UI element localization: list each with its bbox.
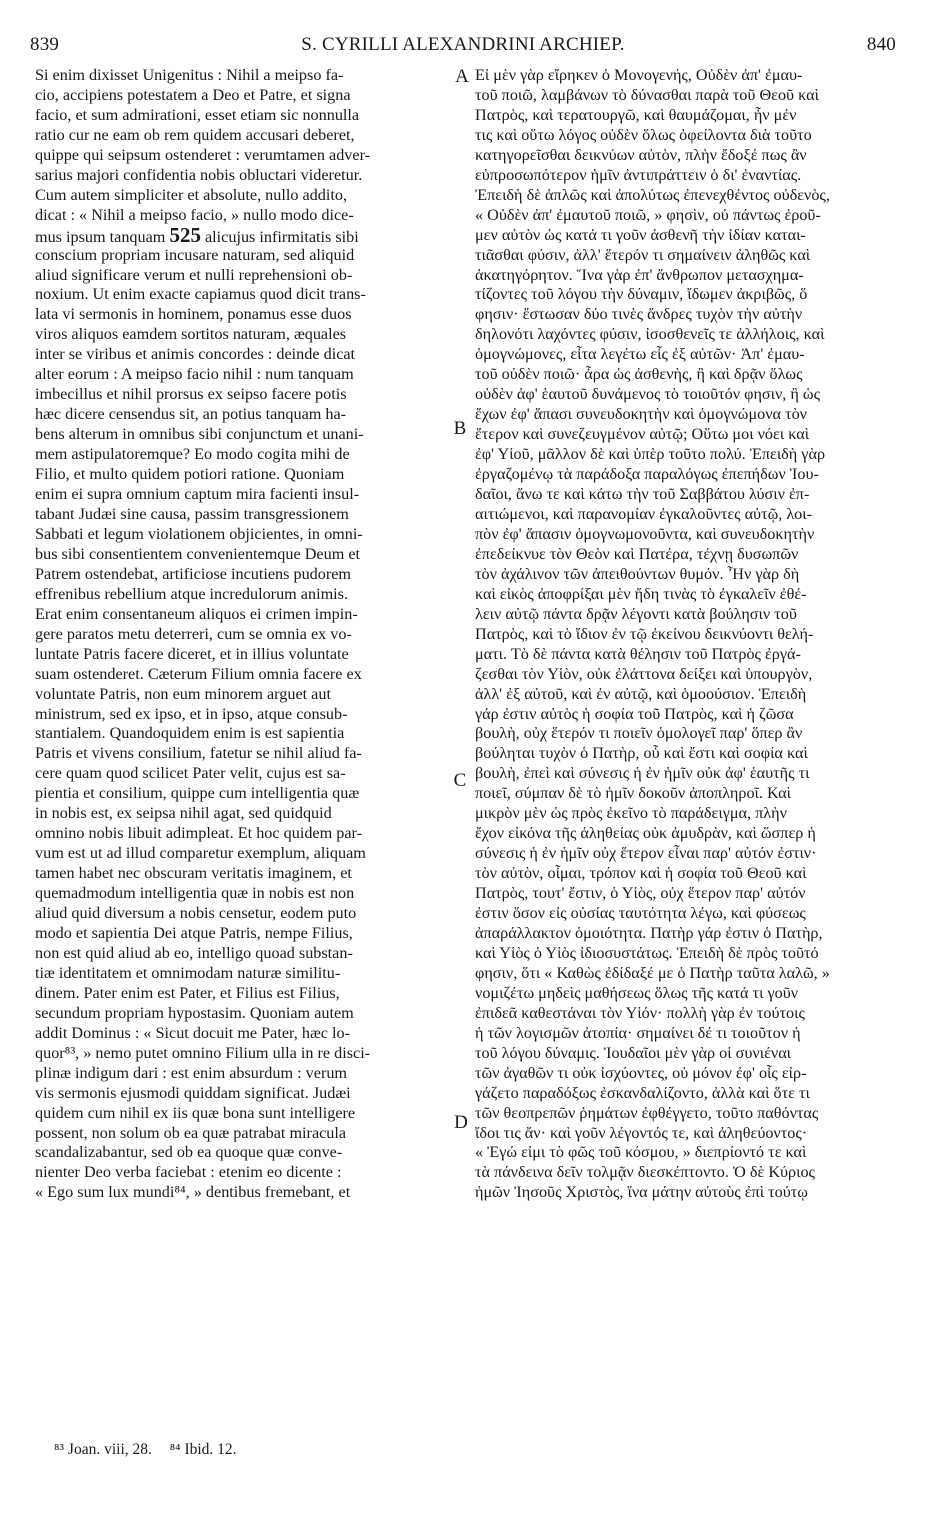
greek-line: βούληται τυχὸν ὁ Πατὴρ, οὗ καὶ ἔστι καὶ σοφία καὶ (475, 744, 808, 763)
greek-line: τὰ πάνδεινα δεῖν τολμᾷν διεσκέπτοντο. Ὁ δὲ Κύριος (475, 1163, 815, 1182)
greek-line: τοῦ οὐδὲν ποιῶ· ἆρα ὡς ἀσθενὴς, ἢ καὶ δρᾷν ὅλως (475, 365, 803, 384)
latin-line: dinem. Pater enim est Pater, et Filius est Filius, (35, 983, 340, 1002)
greek-line: ποιεῖ, σύμπαν δὲ τὸ ἡμῖν δοκοῦν ἀποπληροῖ. Καὶ (475, 784, 791, 803)
reference-number: 525 (169, 225, 201, 246)
greek-line: Πατρὸς, καὶ τὸ ἴδιον ἐν τῷ ἐκείνου δεικνύοντι θελή- (475, 624, 814, 643)
greek-line: τοῦ ποιῶ, λαμβάνων τὸ δύνασθαι παρὰ τοῦ Θεοῦ καὶ (475, 85, 819, 104)
greek-line: ἐπεδείκνυε τὸν Θεὸν καὶ Πατέρα, τέχνῃ δυσωπῶν (475, 544, 799, 563)
greek-line: αιτιώμενοι, καὶ παρανομίαν ἐγκαλοῦντες αὐτῷ, λοι- (475, 504, 813, 523)
latin-line: vis sermonis ejusmodi quiddam significat. Judæi (35, 1083, 351, 1102)
latin-line: inter se viribus et animis concordes : deinde dicat (35, 345, 356, 364)
greek-line: ἔχον εἰκόνα τῆς ἀληθείας οὐκ ἀμυδρὰν, καὶ ὥσπερ ἡ (475, 824, 816, 843)
latin-line: in nobis est, ex seipsa nihil agat, sed quidquid (35, 804, 332, 823)
latin-line-part: mus ipsum tanquam (35, 227, 166, 246)
latin-line: Patris et vivens consilium, fatetur se nihil aliud fa- (35, 744, 362, 763)
latin-line: noxium. Ut enim exacte capiamus quod dicit trans- (35, 285, 366, 304)
latin-line: stantialem. Quandoquidem enim is est sapientia (35, 724, 345, 743)
greek-line: « Οὐδὲν ἀπ' ἐμαυτοῦ ποιῶ, » φησὶν, οὐ πάντως ἐροῦ- (475, 205, 821, 224)
latin-line: pientia et consilium, quippe cum intelligentia quæ (35, 784, 360, 803)
greek-line: ἐστιν ὅσον εἰς οὐσίας ταυτότητα λέγω, καὶ φύσεως (475, 904, 806, 923)
margin-letter-c: C (453, 770, 467, 791)
margin-letter-d: D (454, 1112, 468, 1133)
footnotes (54, 1440, 251, 1460)
latin-line: hæc dicere censendus sit, an potius tanquam ha- (35, 405, 347, 424)
greek-line: βουλὴ, οὐχ ἕτερόν τι ποιεῖν ὁμολογεῖ παρ' ὅπερ ἂν (475, 724, 803, 743)
right-page-number: 840 (866, 34, 896, 55)
latin-line: cere quam quod scilicet Pater velit, cujus est sa- (35, 764, 346, 783)
latin-line: tabant Judæi sine causa, passim transgressionem (35, 504, 349, 523)
footnote-83: ⁸³ Joan. viii, 28. (54, 1441, 152, 1458)
greek-line: κατηγορεῖσθαι δεικνύων αὐτὸν, πλὴν ἔδοξέ πως ἂν (475, 145, 807, 164)
greek-line: ματι. Τὸ δὲ πάντα κατὰ θέλησιν τοῦ Πατρὸς ἐργά- (475, 644, 801, 663)
greek-line: φησιν, ὅτι « Καθὼς ἐδίδαξέ με ὁ Πατὴρ ταῦτα λαλῶ, » (475, 963, 830, 982)
latin-line: omnino nobis libuit adimpleat. Et hoc quidem par- (35, 824, 362, 843)
greek-line: ἐργαζομένῳ τὰ παράδοξα παραλόγως ἐπεπήδων Ἰου- (475, 465, 819, 484)
greek-line: Ἐπειδὴ δὲ ἁπλῶς καὶ ἀπολύτως ἐπενεχθέντος οὐδενὸς, (475, 185, 830, 204)
greek-line: μεν αὐτὸν ὡς κατά τι γοῦν ἀσθενῆ τὴν ἰδίαν καται- (475, 225, 806, 244)
greek-line: ἐπιδεᾶ καθεστάναι τὸν Υἱόν· πολλὴ γὰρ ἐν τούτοις (475, 1003, 805, 1022)
greek-line: Πατρὸς, τουτ' ἔστιν, ὁ Υἱὸς, οὐχ ἕτερον παρ' αὐτόν (475, 884, 806, 903)
greek-line: δηλονότι λαχόντες φύσιν, ἰσοσθενεῖς τε ἀλλήλοις, καὶ (475, 325, 825, 344)
greek-line: οὐδὲν ἀφ' ἑαυτοῦ δυνάμενος τὸ τοιοῦτόν φησιν, ἢ ὡς (475, 385, 820, 404)
latin-line: « Ego sum lux mundi⁸⁴, » dentibus fremebant, et (35, 1183, 351, 1202)
latin-line: Filio, et multo quidem potiori ratione. Quoniam (35, 465, 345, 484)
greek-line: βουλὴ, ἐπεὶ καὶ σύνεσις ἡ ἐν ἡμῖν οὐκ ἀφ' ἑαυτῆς τι (475, 764, 810, 783)
latin-line: Sabbati et legum violationem objicientes, in omni- (35, 524, 363, 543)
greek-line: ἀπαράλλακτον ὁμοιότητα. Πατὴρ γάρ ἐστιν ὁ Πατὴρ, (475, 923, 823, 942)
latin-line: sarius majori confidentia nobis obluctari videretur. (35, 165, 363, 184)
latin-line: Si enim dixisset Unigenitus : Nihil a meipso fa- (35, 66, 344, 84)
latin-line: gere paratos metu deterreri, cum se omnia ex vo- (35, 624, 352, 643)
latin-line: conscium propriam incusare naturam, sed aliquid (35, 245, 355, 264)
latin-line-with-reference (35, 226, 447, 246)
greek-line: δαῖοι, ἄνω τε καὶ κάτω τὴν τοῦ Σαββάτου λύσιν ἐπ- (475, 485, 810, 504)
greek-line: ἀκατηγόρητον. Ἵνα γὰρ ἐπ' ἄνθρωπον μετασχημα- (475, 265, 804, 284)
latin-line-part: alicujus infirmitatis sibi (205, 227, 359, 246)
greek-column (475, 66, 897, 1203)
greek-line: γάρ ἐστιν αὐτὸς ἡ σοφία τοῦ Πατρὸς, καὶ ἡ ζῶσα (475, 704, 794, 723)
latin-line: facio, et sum admirationi, esset etiam sic nonnulla (35, 105, 360, 124)
latin-line: ratio cur ne eam ob rem quidem accusari deberet, (35, 125, 355, 144)
latin-line: tiæ identitatem et omnimodam naturæ similitu- (35, 963, 341, 982)
latin-line: Patrem ostendebat, artificiose incutiens pudorem (35, 564, 352, 583)
latin-line: tamen habet nec obscuram veritatis imaginem, et (35, 864, 352, 883)
latin-line: quidem cum nihil ex iis quæ bona sunt intelligere (35, 1103, 356, 1122)
margin-letter-b: B (453, 418, 467, 439)
latin-line: alter eorum : A meipso facio nihil : num tanquam (35, 365, 354, 384)
latin-line: Cum autem simpliciter et absolute, nullo addito, (35, 185, 348, 204)
latin-line: lata vi sermonis in hominem, ponamus esse duos (35, 305, 352, 324)
latin-line: viros aliquos eamdem sortitos naturam, æquales (35, 325, 347, 344)
latin-line: plinæ indigum dari : est enim absurdum : verum (35, 1063, 348, 1082)
greek-line: τῶν θεοπρεπῶν ῥημάτων ἐφθέγγετο, τοῦτο παθόντας (475, 1103, 819, 1122)
latin-line: voluntate Patris, non eum minorem arguet aut (35, 684, 331, 703)
latin-line: quippe qui seipsum ostenderet : verumtamen adver- (35, 145, 371, 164)
latin-line: bens alterum in omnibus sibi conjunctum et unani- (35, 425, 364, 444)
latin-line: quor⁸³, » nemo putet omnino Filium ulla in re disci- (35, 1043, 371, 1062)
latin-line: vum est ut ad illud comparetur exemplum, aliquam (35, 844, 366, 863)
latin-line: mem astipulatoremque? Eo modo cogita mihi de (35, 445, 350, 464)
greek-line: καὶ Υἱὸς ὁ Υἱὸς ἰδιοσυστάτως. Ἐπειδὴ δὲ πρὸς τοῦτό (475, 943, 819, 962)
latin-line: bus sibi consentientem convenientemque Deum et (35, 544, 361, 563)
greek-line: εὐπροσωπότερον ἡμῖν ἀντιπράττειν ὁ δι' ἐναντίας. (475, 165, 802, 184)
latin-line: aliud significare verum et nulli reprehensioni ob- (35, 265, 353, 284)
footnote-84: ⁸⁴ Ibid. 12. (169, 1441, 237, 1458)
latin-line: secundum propriam hypostasim. Quoniam autem (35, 1003, 354, 1022)
left-page-number: 839 (30, 34, 60, 55)
latin-line: suam ostenderet. Cæterum Filium omnia facere ex (35, 664, 362, 683)
latin-line: cio, accipiens potestatem a Deo et Patre, et signa (35, 85, 351, 104)
greek-line: ἔχων ἐφ' ἅπασι συνευδοκητὴν καὶ ὁμογνώμονα τὸν (475, 405, 807, 424)
page-header (30, 34, 896, 58)
latin-line: scandalizabantur, sed ob ea quoque quæ conve- (35, 1143, 343, 1162)
latin-line: possent, non solum ob ea quæ patrabat miracula (35, 1123, 347, 1142)
greek-line: Εἰ μὲν γὰρ εἴρηκεν ὁ Μονογενής, Οὐδὲν ἀπ' ἐμαυ- (475, 66, 803, 84)
latin-line: addit Dominus : « Sicut docuit me Pater, hæc lo- (35, 1023, 350, 1042)
latin-line: Erat enim consentaneum aliquos ei crimen impin- (35, 604, 358, 623)
greek-line: τὸν ἀχάλινον τῶν ἀπειθούντων θυμόν. Ἦν γὰρ δὴ (475, 564, 800, 583)
greek-line: πὸν ἐφ' ἅπασιν ὁμογνωμονοῦντα, καὶ συνευδοκητὴν (475, 524, 815, 543)
greek-line: ἀλλ' ἐξ αὐτοῦ, καὶ ἐν αὐτῷ, καὶ ὁμοούσιον. Ἐπειδὴ (475, 684, 807, 703)
greek-line: τις καὶ οὕτω λόγος οὐδὲν ὅλως ὀφείλοντα διὰ τοῦτο (475, 125, 812, 144)
greek-line: Πατρὸς, καὶ τερατουργῶ, καὶ θαυμάζομαι, ἦν μέν (475, 105, 797, 124)
greek-line: τῶν ἀγαθῶν τι οὐκ ἰσχύοντες, οὐ μόνον ἐφ' οἷς εἰρ- (475, 1063, 807, 1082)
greek-line: ὁμογνώμονες, εἶτα λεγέτω εἷς ἐξ αὐτῶν· Ἀπ' ἐμαυ- (475, 345, 805, 364)
greek-line: μικρὸν μὲν ὡς πρὸς ἐκεῖνο τὸ παράδειγμα, πλὴν (475, 804, 787, 823)
running-title: S. CYRILLI ALEXANDRINI ARCHIEP. (301, 34, 625, 55)
greek-line: ἴδοι τις ἄν· καὶ γοῦν λέγοντός τε, καὶ ἀληθεύοντος· (475, 1123, 808, 1142)
greek-line: ἕτερον καὶ συνεζευγμένον αὐτῷ; Οὕτω μοι νόει καὶ (475, 425, 810, 444)
greek-line: σύνεσις ἡ ἐν ἡμῖν οὐχ ἕτερον εἶναι παρ' αὐτόν ἐστιν· (475, 844, 817, 863)
greek-line: ἐφ' Υἱοῦ, μᾶλλον δὲ καὶ ὑπὲρ τοῦτο πολύ. Ἐπειδὴ γὰρ (475, 445, 826, 464)
latin-line: dicat : « Nihil a meipso facio, » nullo modo dice- (35, 205, 354, 224)
greek-line: λειν αὐτῷ πάντα δρᾷν λέγοντι κατὰ βούλησιν τοῦ (475, 604, 797, 623)
greek-line: τίζοντες τοῦ λόγου τὴν δύναμιν, ἴδωμεν ἀκριβῶς, ὅ (475, 285, 808, 304)
greek-line: τὸν αὐτὸν, οἶμαι, τρόπον καὶ ἡ σοφία τοῦ Θεοῦ καὶ (475, 864, 807, 883)
greek-line: νομιζέτω μηδεὶς μαθήσεως ὅλως τῆς κατά τι γοῦν (475, 983, 799, 1002)
greek-line: ζεσθαι τὸν Υἱὸν, οὐκ ἐλάττονα δείξει καὶ ὑπουργὸν, (475, 664, 813, 683)
latin-column (35, 66, 447, 1203)
greek-line: γάζετο παραδόξως ἐσκανδαλίζοντο, ἀλλὰ καὶ ὅτε τι (475, 1083, 810, 1102)
latin-line: imbecillus et nihil prorsus ex seipso facere potis (35, 385, 347, 404)
latin-line: aliud quid diversum a nobis censetur, eodem puto (35, 904, 357, 923)
greek-line: ἡ τῶν λογισμῶν ἀτοπία· σημαίνει δέ τι τοιοῦτον ἡ (475, 1023, 801, 1042)
margin-letter-a: A (455, 66, 469, 87)
greek-line: τιᾶσθαι φύσιν, ἀλλ' ἕτερόν τι σημαίνειν ἀληθῶς καὶ (475, 245, 811, 264)
greek-line: φησιν· ἔστωσαν δύο τινὲς ἄνδρες τυχὸν τὴν αὐτὴν (475, 305, 803, 324)
greek-line: ἡμῶν Ἰησοῦς Χριστὸς, ἵνα μάτην αὐτοὺς ἐπὶ τούτῳ (475, 1183, 808, 1202)
greek-line: « Ἐγώ εἰμι τὸ φῶς τοῦ κόσμου, » διεπρίοντό τε καὶ (475, 1143, 807, 1162)
latin-line: effrenibus rebellium atque incredulorum animis. (35, 584, 349, 603)
latin-line: nienter Deo verba faciebat : etenim eo dicente : (35, 1163, 342, 1182)
latin-line: non est quid aliud ab eo, intelligo quoad substan- (35, 943, 353, 962)
latin-line: enim ei supra omnium captum mira facienti insul- (35, 485, 360, 504)
latin-line: luntate Patris facere diceret, et in illius voluntate (35, 644, 349, 663)
latin-line: ministrum, sed ex ipso, et in ipso, atque consub- (35, 704, 348, 723)
latin-line: modo et sapientia Dei atque Patris, nempe Filius, (35, 923, 353, 942)
greek-line: καὶ εἰκὸς ἀποφρίξαι μὲν ἤδη τινὰς τὸ ἐγκαλεῖν ἐθέ- (475, 584, 807, 603)
latin-line: quemadmodum intelligentia quæ in nobis est non (35, 884, 355, 903)
greek-line: τοῦ λόγου δύναμις. Ἰουδαῖοι μὲν γὰρ οἱ συνιέναι (475, 1043, 792, 1062)
